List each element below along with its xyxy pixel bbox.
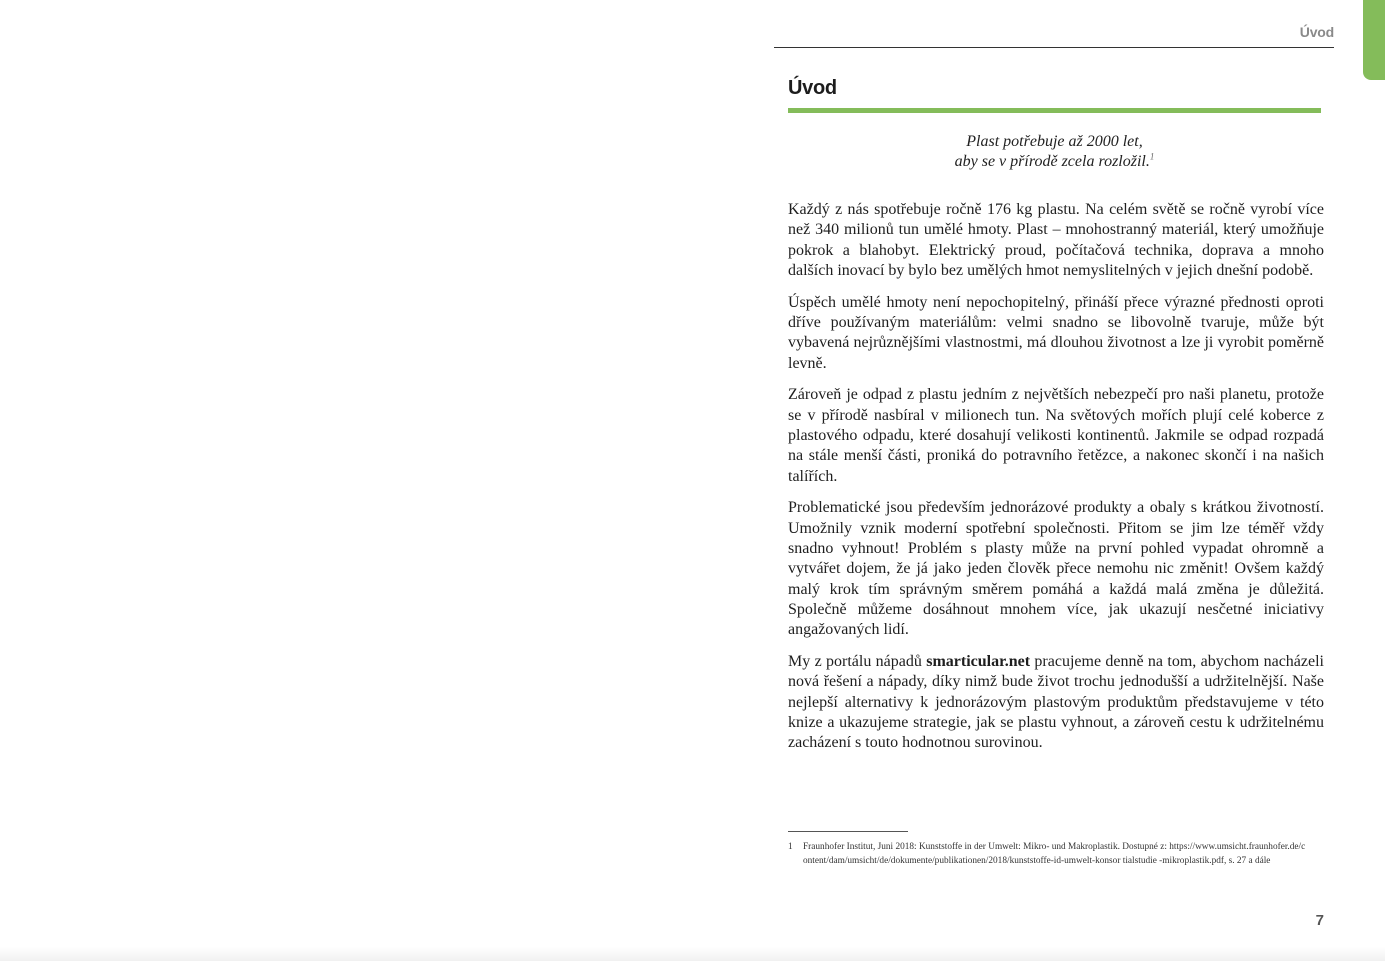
brand-name: smarticular.net: [926, 652, 1031, 670]
chapter-title-underline: [788, 108, 1321, 113]
bottom-shadow: [0, 947, 1385, 961]
left-page-blank: [0, 0, 690, 961]
footnote-reference[interactable]: 1: [1149, 151, 1155, 162]
epigraph-line-1: Plast potřebuje až 2000 let,: [966, 133, 1143, 150]
epigraph: [788, 132, 1321, 172]
footnote-rule: [788, 831, 908, 832]
running-header: Úvod: [1299, 24, 1334, 40]
footnote-text: Fraunhofer Institut, Juni 2018: Kunststoffe in der Umwelt: Mikro- und Makroplastik. Dostupné z: https://www.umsicht.fraunhofer.de/content/dam/umsicht/de/dokumente/publikationen/2018/kunststoffe-id-umwelt-konsor tialstudie -mikroplastik.pdf, s. 27 a dále: [803, 842, 1306, 866]
body-text: [788, 200, 1324, 765]
paragraph-3: Zároveň je odpad z plastu jedním z největších nebezpečí pro naši planetu, protože se v přírodě nasbíral v milionech tun. Na světových mořích plují celé koberce z plastového odpadu, které dosahují velikosti kontinentů. Jakmile se odpad rozpadá na stále menší části, proniká do potravního řetězce, a nakonec skončí i na našich talířích.: [788, 386, 1324, 485]
paragraph-1: Každý z nás spotřebuje ročně 176 kg plastu. Na celém světě se ročně vyrobí více než 340 milionů tun umělé hmoty. Plast – mnohostranný materiál, který umožňuje pokrok a blahobyt. Elektrický proud, počítačová technika, doprava a mnoho dalších inovací by bylo bez umělých hmot nemyslitelných v jejich dnešní podobě.: [788, 201, 1324, 279]
page-number: 7: [1315, 912, 1324, 929]
epigraph-line-2-text: aby se v přírodě zcela rozložil.: [954, 153, 1150, 170]
header-rule: [774, 47, 1334, 48]
paragraph-2: Úspěch umělé hmoty není nepochopitelný, přináší přece výrazné přednosti oproti dříve používaným materiálům: velmi snadno se libovolně tvaruje, může být vybavená nejrůznějšími vlastnostmi, má dlouhou životnost a lze ji vyrobit poměrně levně.: [788, 293, 1324, 372]
paragraph-5: [788, 652, 1324, 753]
footnote: [788, 841, 1308, 868]
right-page: [690, 0, 1385, 961]
epigraph-line-2: [788, 152, 1321, 172]
chapter-tab-marker: [1363, 0, 1385, 80]
paragraph-5-rest: pracujeme denně na tom, abychom nacházeli nová řešení a nápady, díky nimž bude život trochu jednodušší a udržitelnější. Naše nejlepší alternativy k jednorázovým plastovým produktům představujeme v této knize a ukazujeme strategie, jak se plastu vyhnout, a zároveň cestu k udržitelnému zacházení s touto hodnotnou surovinou.: [788, 652, 1324, 752]
paragraph-5-start: My z portálu nápadů: [788, 652, 927, 670]
footnote-number: 1: [788, 842, 793, 852]
chapter-title: Úvod: [788, 77, 837, 99]
paragraph-4: Problematické jsou především jednorázové produkty a obaly s krátkou životností. Umožnily vznik moderní spotřební společnosti. Přitom se jim lze téměř vždy snadno vyhnout! Problém s plasty může na první pohled vypadat ohromně a vytvářet dojem, že já jako jeden člověk přece nemohu nic změnit! Ovšem každý malý krok tím správným směrem pomáhá a každá malá změna je důležitá. Společně můžeme dosáhnout mnohem více, jak ukazují nesčetné iniciativy angažovaných lidí.: [788, 499, 1324, 639]
